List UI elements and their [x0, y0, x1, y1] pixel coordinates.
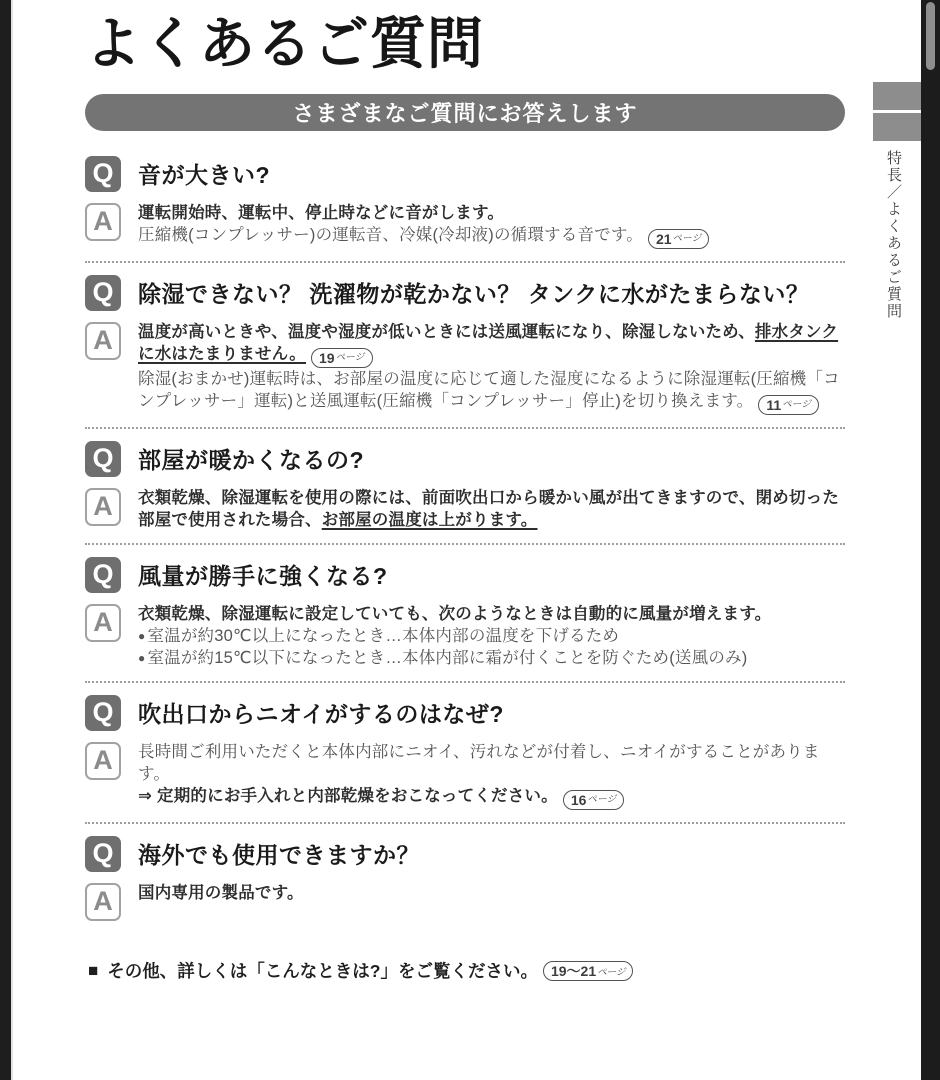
- qa-block: [85, 156, 845, 249]
- answer-bold-text: 国内専用の製品です。: [138, 883, 304, 902]
- q-icon: Q: [85, 557, 121, 593]
- page-ref-suffix: ページ: [587, 793, 617, 805]
- q-icon: Q: [85, 275, 121, 311]
- footer-text: その他、詳しくは「こんなときは?」をご覧ください。: [107, 961, 538, 981]
- q-icon: Q: [85, 836, 121, 872]
- page-ref-badge: [543, 961, 633, 981]
- answer-row: [85, 321, 845, 415]
- page-ref-badge: [758, 395, 819, 415]
- question-text: 海外でも使用できますか？: [138, 842, 420, 869]
- page-ref-number: 19〜21: [550, 962, 597, 979]
- qa-block: [85, 275, 845, 415]
- answer-gray-text: 長時間ご利用いただくと本体内部にニオイ、汚れなどが付着し、ニオイがすることがあります。: [138, 742, 820, 783]
- footer-note: [88, 958, 633, 983]
- section-tab: [873, 113, 921, 141]
- underlined-text: 排水タンクに水はたまりません。: [138, 322, 839, 363]
- page-ref-suffix: ページ: [335, 351, 365, 363]
- answer-bold-text: 衣類乾燥、除湿運転を使用の際には、前面吹出口から暖かい風が出てきますので、閉め切った部屋で使用された場合、: [138, 488, 840, 529]
- bullet-icon: ●: [138, 650, 146, 665]
- page-ref-suffix: ページ: [782, 398, 812, 410]
- page-ref-badge: [563, 790, 625, 810]
- section-tabs: [873, 82, 921, 144]
- dotted-divider: [85, 822, 845, 824]
- page-ref-suffix: ページ: [672, 232, 702, 244]
- answer-bold-text: 運転開始時、運転中、停止時などに音がします。: [138, 203, 505, 222]
- q-icon: Q: [85, 441, 121, 477]
- page-content: [85, 0, 845, 921]
- q-icon: Q: [85, 695, 121, 731]
- page-ref-suffix: ページ: [597, 966, 626, 978]
- qa-block: [85, 557, 845, 669]
- answer-bold-text: 衣類乾燥、除湿運転に設定していても、次のようなときは自動的に風量が増えます。: [138, 604, 772, 623]
- underlined-text: お部屋の温度は上がります。: [321, 510, 538, 529]
- answer-text: [138, 321, 845, 415]
- page-ref-number: 11: [766, 396, 782, 413]
- bullet-icon: ●: [138, 628, 146, 643]
- arrow-icon: ⇒: [138, 786, 153, 805]
- q-icon: Q: [85, 156, 121, 192]
- bullet-text: 室温が約30℃以上になったとき…本体内部の温度を下げるため: [147, 626, 620, 645]
- footer-square-bullet: ■: [88, 960, 99, 980]
- answer-bullet-line: [138, 649, 747, 667]
- question-row: [85, 275, 845, 311]
- dotted-divider: [85, 261, 845, 263]
- answer-row: [85, 741, 845, 810]
- page-title: よくあるご質問: [85, 12, 484, 75]
- a-icon: A: [85, 203, 121, 241]
- question-row: [85, 557, 845, 593]
- answer-text: [138, 487, 845, 531]
- question-row: [85, 441, 845, 477]
- a-icon: A: [85, 604, 121, 642]
- question-text: 部屋が暖かくなるの?: [138, 447, 365, 474]
- page-ref-number: 19: [319, 349, 335, 366]
- answer-row: [85, 882, 845, 921]
- answer-text: [138, 202, 709, 249]
- question-row: [85, 156, 845, 192]
- question-row: [85, 695, 845, 731]
- question-row: [85, 836, 845, 872]
- dotted-divider: [85, 427, 845, 429]
- answer-row: [85, 487, 845, 531]
- page-left-border: [0, 0, 13, 1080]
- a-icon: A: [85, 883, 121, 921]
- answer-text: [138, 741, 845, 810]
- question-text: 風量が勝手に強くなる?: [138, 563, 388, 590]
- answer-text: [138, 603, 771, 669]
- page-ref-number: 16: [570, 791, 587, 808]
- answer-bold-text: 定期的にお手入れと内部乾燥をおこなってください。: [157, 786, 558, 805]
- answer-bold-text: 温度が高いときや、温度や湿度が低いときには送風運転になり、除湿しないため、: [138, 322, 755, 341]
- page-ref-number: 21: [655, 230, 672, 247]
- a-icon: A: [85, 488, 121, 526]
- qa-block: [85, 836, 845, 921]
- question-text: 音が大きい?: [138, 162, 271, 189]
- answer-row: [85, 202, 845, 249]
- binding-bar: [926, 2, 935, 70]
- dotted-divider: [85, 681, 845, 683]
- a-icon: A: [85, 742, 121, 780]
- page-ref-badge: [311, 348, 373, 368]
- page-ref-badge: [648, 229, 710, 249]
- qa-block: [85, 695, 845, 810]
- dotted-divider: [85, 543, 845, 545]
- answer-bullet-line: [138, 627, 619, 645]
- bullet-text: 室温が約15℃以下になったとき…本体内部に霜が付くことを防ぐため(送風のみ): [147, 648, 748, 667]
- section-tab: [873, 82, 921, 110]
- answer-gray-text: 除湿(おまかせ)運転時は、お部屋の温度に応じて適した湿度になるように除湿運転(圧縮機「コンプレッサー」運転)と送風運転(圧縮機「コンプレッサー」停止)を切り換えます。: [138, 369, 840, 410]
- section-vertical-label: 特長／よくあるご質問: [885, 150, 902, 320]
- a-icon: A: [85, 322, 121, 360]
- qa-list: [85, 156, 845, 921]
- answer-gray-text: 圧縮機(コンプレッサー)の運転音、冷媒(冷却液)の循環する音です。: [138, 225, 643, 244]
- answer-row: [85, 603, 845, 669]
- qa-block: [85, 441, 845, 531]
- banner: さまざまなご質問にお答えします: [85, 94, 845, 131]
- question-text: 吹出口からニオイがするのはなぜ?: [138, 701, 504, 728]
- page-right-border: [921, 0, 940, 1080]
- answer-text: [138, 882, 304, 921]
- question-text: 除湿できない？ 洗濯物が乾かない？ タンクに水がたまらない？: [138, 281, 810, 308]
